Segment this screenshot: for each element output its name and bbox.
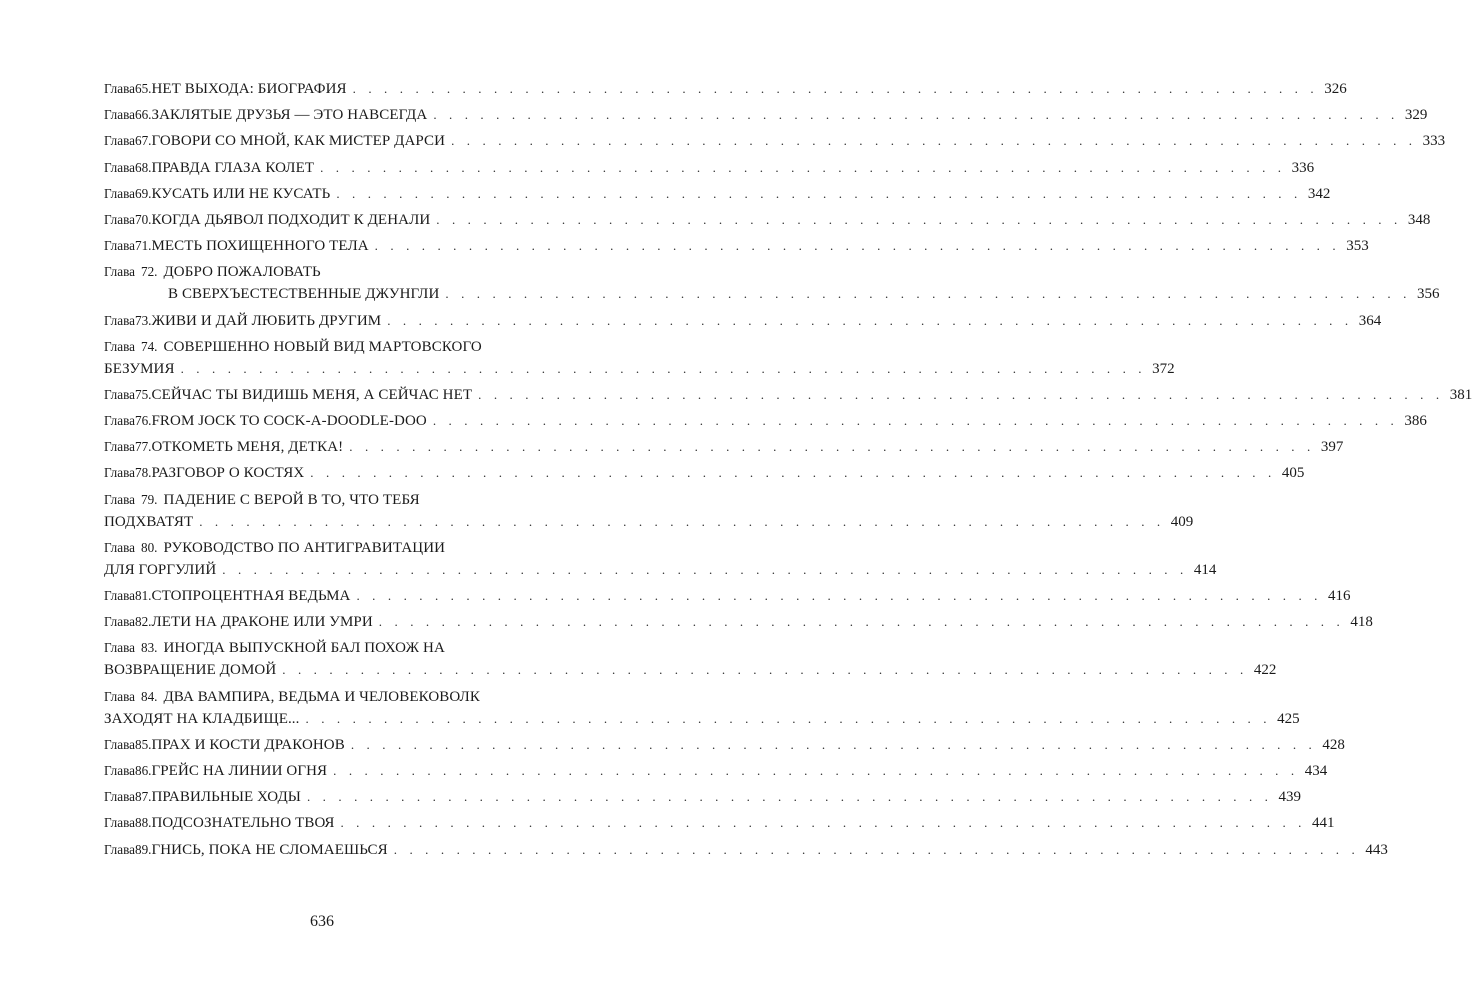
toc-entry-line [104, 611, 1373, 633]
chapter-number: 65. [134, 81, 152, 96]
chapter-number: 71. [134, 238, 152, 254]
chapter-label: Глава [104, 439, 135, 455]
dot-leader: . . . . . . . . . . . . . . . . . . . . . . . . . . . . . . . . . . . . . . . . . . . . . . . . . . . . . . . . . . . . . . [387, 312, 1353, 328]
toc-entry [104, 261, 1440, 305]
chapter-title: ДВА ВАМПИРА, ВЕДЬМА И ЧЕЛОВЕКОВОЛК [163, 688, 480, 705]
toc-entry [104, 462, 1305, 484]
chapter-title: СЕЙЧАС ТЫ ВИДИШЬ МЕНЯ, А СЕЙЧАС НЕТ [151, 386, 473, 403]
toc-entry [104, 760, 1328, 782]
dot-leader: . . . . . . . . . . . . . . . . . . . . . . . . . . . . . . . . . . . . . . . . . . . . . . . . . . . . . . . . . . . . . . [356, 588, 1323, 603]
toc-entry-line [104, 489, 576, 511]
chapter-label: Глава [104, 688, 135, 704]
chapter-label: Глава [104, 614, 135, 630]
chapter-label: Глава [104, 338, 135, 354]
toc-entry [104, 104, 1428, 126]
toc-entry-line [104, 235, 1369, 257]
dot-leader: . . . . . . . . . . . . . . . . . . . . . . . . . . . . . . . . . . . . . . . . . . . . . . . . . . . . . . . . . . . . . . [320, 159, 1286, 175]
toc-entry-continuation [104, 708, 1300, 730]
chapter-label: Глава [104, 133, 135, 149]
toc-entry-line [104, 537, 576, 559]
chapter-title: СТОПРОЦЕНТНАЯ ВЕДЬМА [151, 588, 351, 604]
chapter-label: Глава [104, 211, 135, 227]
toc-entry-continuation [104, 559, 1217, 581]
toc-entry [104, 209, 1431, 231]
chapter-label: Глава [104, 789, 135, 805]
chapter-title: КОГДА ДЬЯВОЛ ПОДХОДИТ К ДЕНАЛИ [151, 211, 431, 228]
toc-entry-line [104, 261, 576, 283]
chapter-number: 80. [140, 539, 158, 555]
chapter-title: ЗАХОДЯТ НА КЛАДБИЩЕ... [104, 710, 300, 727]
chapter-page-number: 416 [1328, 588, 1351, 604]
chapter-number: 79. [140, 491, 158, 507]
chapter-title: ПАДЕНИЕ С ВЕРОЙ В ТО, ЧТО ТЕБЯ [163, 491, 420, 508]
chapter-page-number: 405 [1281, 465, 1305, 482]
chapter-number: 67. [134, 133, 152, 149]
chapter-page-number: 348 [1407, 211, 1431, 228]
toc-entry-line [104, 104, 1428, 126]
chapter-page-number: 425 [1277, 710, 1300, 727]
chapter-label: Глава [104, 815, 135, 831]
chapter-title: ГОВОРИ СО МНОЙ, КАК МИСТЕР ДАРСИ [151, 133, 446, 150]
toc-entry-line [104, 436, 1344, 458]
chapter-title: ПРАХ И КОСТИ ДРАКОНОВ [151, 736, 345, 753]
toc-entry-line [104, 130, 1446, 152]
chapter-title: В СВЕРХЪЕСТЕСТВЕННЫЕ ДЖУНГЛИ [168, 286, 440, 303]
dot-leader: . . . . . . . . . . . . . . . . . . . . . . . . . . . . . . . . . . . . . . . . . . . . . . . . . . . . . . . . . . . . . . [282, 662, 1248, 678]
chapter-number: 87. [134, 789, 152, 805]
chapter-page-number: 439 [1278, 789, 1302, 806]
chapter-title: ПОДСОЗНАТЕЛЬНО ТВОЯ [151, 815, 335, 832]
chapter-title: ЖИВИ И ДАЙ ЛЮБИТЬ ДРУГИМ [151, 312, 382, 329]
toc-entry-continuation [104, 659, 1277, 681]
chapter-page-number: 326 [1324, 81, 1347, 97]
chapter-number: 76. [134, 413, 152, 429]
chapter-number: 75. [134, 386, 152, 402]
chapter-title: ОТКОМЕТЬ МЕНЯ, ДЕТКА! [151, 439, 344, 456]
toc-entry-line [104, 157, 1315, 179]
chapter-page-number: 372 [1152, 360, 1175, 377]
chapter-title: РУКОВОДСТВО ПО АНТИГРАВИТАЦИИ [163, 539, 446, 556]
toc-entry-continuation [104, 283, 1440, 305]
toc-entry [104, 637, 1277, 681]
chapter-page-number: 333 [1422, 133, 1446, 150]
dot-leader: . . . . . . . . . . . . . . . . . . . . . . . . . . . . . . . . . . . . . . . . . . . . . . . . . . . . . . . . . . . . . . [350, 736, 1317, 752]
chapter-page-number: 329 [1404, 107, 1428, 124]
chapter-title: FROM JOCK TO COCK-A-DOODLE-DOO [151, 413, 427, 430]
chapter-number: 69. [134, 185, 152, 201]
chapter-label: Глава [104, 762, 135, 778]
chapter-page-number: 397 [1320, 439, 1344, 456]
toc-entry-line [104, 839, 1388, 861]
chapter-number: 83. [140, 640, 158, 656]
toc-entry [104, 130, 1446, 152]
dot-leader: . . . . . . . . . . . . . . . . . . . . . . . . . . . . . . . . . . . . . . . . . . . . . . . . . . . . . . . . . . . . . . [374, 238, 1341, 254]
chapter-label: Глава [104, 238, 135, 254]
dot-leader: . . . . . . . . . . . . . . . . . . . . . . . . . . . . . . . . . . . . . . . . . . . . . . . . . . . . . . . . . . . . . . [378, 614, 1345, 630]
toc-entry [104, 384, 1472, 406]
toc-entry [104, 436, 1344, 458]
dot-leader: . . . . . . . . . . . . . . . . . . . . . . . . . . . . . . . . . . . . . . . . . . . . . . . . . . . . . . . . . . . . . . [310, 465, 1276, 481]
chapter-label: Глава [104, 841, 135, 857]
chapter-title: ПРАВИЛЬНЫЕ ХОДЫ [151, 789, 301, 806]
chapter-label: Глава [104, 640, 135, 656]
chapter-number: 74. [140, 338, 158, 354]
toc-entry-line [104, 637, 576, 659]
toc-entry-line [104, 336, 576, 358]
dot-leader: . . . . . . . . . . . . . . . . . . . . . . . . . . . . . . . . . . . . . . . . . . . . . . . . . . . . . . . . . . . . . . [180, 360, 1147, 376]
chapter-number: 81. [134, 588, 152, 603]
toc-entry-line [104, 410, 1427, 432]
dot-leader: . . . . . . . . . . . . . . . . . . . . . . . . . . . . . . . . . . . . . . . . . . . . . . . . . . . . . . . . . . . . . . [340, 815, 1307, 831]
chapter-title: ЗАКЛЯТЫЕ ДРУЗЬЯ — ЭТО НАВСЕГДА [151, 107, 428, 124]
toc-entry-line [104, 734, 1345, 756]
toc-entry-continuation [104, 358, 1175, 380]
chapter-title: ДЛЯ ГОРГУЛИЙ [104, 561, 217, 578]
chapter-label: Глава [104, 465, 135, 481]
chapter-title: ВОЗВРАЩЕНИЕ ДОМОЙ [104, 662, 277, 679]
chapter-page-number: 409 [1170, 513, 1194, 530]
dot-leader: . . . . . . . . . . . . . . . . . . . . . . . . . . . . . . . . . . . . . . . . . . . . . . . . . . . . . . . . . . . . . . [393, 841, 1360, 857]
toc-entry [104, 812, 1335, 834]
chapter-number: 78. [134, 465, 152, 481]
toc-entry-line [104, 209, 1431, 231]
dot-leader: . . . . . . . . . . . . . . . . . . . . . . . . . . . . . . . . . . . . . . . . . . . . . . . . . . . . . . . . . . . . . . [352, 81, 1319, 96]
dot-leader: . . . . . . . . . . . . . . . . . . . . . . . . . . . . . . . . . . . . . . . . . . . . . . . . . . . . . . . . . . . . . . [432, 413, 1399, 429]
toc-entry-line [104, 462, 1305, 484]
toc-entry-line [104, 585, 1351, 607]
chapter-page-number: 428 [1322, 736, 1345, 753]
chapter-page-number: 441 [1312, 815, 1335, 832]
toc-entry-line [104, 183, 1331, 205]
chapter-label: Глава [104, 159, 135, 175]
toc-entry-line [104, 384, 1472, 406]
toc-entry-line [104, 310, 1382, 332]
chapter-page-number: 364 [1358, 312, 1382, 329]
dot-leader: . . . . . . . . . . . . . . . . . . . . . . . . . . . . . . . . . . . . . . . . . . . . . . . . . . . . . . . . . . . . . . [333, 762, 1299, 778]
dot-leader: . . . . . . . . . . . . . . . . . . . . . . . . . . . . . . . . . . . . . . . . . . . . . . . . . . . . . . . . . . . . . . [478, 386, 1444, 402]
toc-entry [104, 686, 1300, 730]
chapter-page-number: 356 [1416, 286, 1440, 303]
dot-leader: . . . . . . . . . . . . . . . . . . . . . . . . . . . . . . . . . . . . . . . . . . . . . . . . . . . . . . . . . . . . . . [199, 513, 1165, 529]
chapter-label: Глава [104, 588, 135, 603]
chapter-number: 84. [140, 688, 158, 704]
toc-entry-continuation [104, 511, 1194, 533]
dot-leader: . . . . . . . . . . . . . . . . . . . . . . . . . . . . . . . . . . . . . . . . . . . . . . . . . . . . . . . . . . . . . . [306, 789, 1273, 805]
chapter-label: Глава [104, 264, 135, 280]
toc-entry [104, 786, 1302, 808]
toc-entry [104, 585, 1351, 607]
chapter-number: 86. [134, 762, 152, 778]
dot-leader: . . . . . . . . . . . . . . . . . . . . . . . . . . . . . . . . . . . . . . . . . . . . . . . . . . . . . . . . . . . . . . [349, 439, 1315, 455]
chapter-title: МЕСТЬ ПОХИЩЕННОГО ТЕЛА [151, 238, 369, 255]
toc-entry [104, 410, 1427, 432]
dot-leader: . . . . . . . . . . . . . . . . . . . . . . . . . . . . . . . . . . . . . . . . . . . . . . . . . . . . . . . . . . . . . . [336, 185, 1302, 201]
chapter-label: Глава [104, 185, 135, 201]
chapter-label: Глава [104, 539, 135, 555]
chapter-number: 88. [134, 815, 152, 831]
toc-entry [104, 78, 1347, 100]
toc-entry [104, 611, 1373, 633]
table-of-contents [104, 78, 1472, 865]
dot-leader: . . . . . . . . . . . . . . . . . . . . . . . . . . . . . . . . . . . . . . . . . . . . . . . . . . . . . . . . . . . . . . [433, 107, 1399, 123]
chapter-title: ДОБРО ПОЖАЛОВАТЬ [163, 264, 321, 281]
chapter-label: Глава [104, 491, 135, 507]
chapter-page-number: 386 [1404, 413, 1427, 430]
chapter-label: Глава [104, 736, 135, 752]
chapter-number: 72. [140, 264, 158, 280]
dot-leader: . . . . . . . . . . . . . . . . . . . . . . . . . . . . . . . . . . . . . . . . . . . . . . . . . . . . . . . . . . . . . . [451, 133, 1417, 149]
toc-entry [104, 336, 1175, 380]
chapter-label: Глава [104, 386, 135, 402]
chapter-page-number: 381 [1449, 386, 1472, 403]
chapter-page-number: 353 [1346, 238, 1369, 255]
chapter-number: 73. [134, 312, 152, 328]
chapter-title: ИНОГДА ВЫПУСКНОЙ БАЛ ПОХОЖ НА [163, 640, 445, 657]
toc-entry-line [104, 760, 1328, 782]
chapter-number: 89. [134, 841, 152, 857]
chapter-number: 85. [134, 736, 152, 752]
toc-entry [104, 310, 1382, 332]
chapter-page-number: 414 [1193, 561, 1217, 578]
chapter-title: ГНИСЬ, ПОКА НЕ СЛОМАЕШЬСЯ [151, 841, 388, 858]
chapter-title: ПОДХВАТЯТ [104, 513, 194, 530]
toc-entry [104, 489, 1194, 533]
chapter-label: Глава [104, 413, 135, 429]
dot-leader: . . . . . . . . . . . . . . . . . . . . . . . . . . . . . . . . . . . . . . . . . . . . . . . . . . . . . . . . . . . . . . [436, 211, 1402, 227]
chapter-title: НЕТ ВЫХОДА: БИОГРАФИЯ [151, 81, 347, 97]
toc-entry-line [104, 78, 1347, 100]
toc-entry [104, 157, 1315, 179]
chapter-page-number: 434 [1304, 762, 1328, 779]
chapter-title: РАЗГОВОР О КОСТЯХ [151, 465, 305, 482]
chapter-label: Глава [104, 312, 135, 328]
dot-leader: . . . . . . . . . . . . . . . . . . . . . . . . . . . . . . . . . . . . . . . . . . . . . . . . . . . . . . . . . . . . . . [222, 561, 1188, 577]
chapter-number: 82. [134, 614, 152, 630]
chapter-title: ГРЕЙС НА ЛИНИИ ОГНЯ [151, 762, 328, 779]
toc-entry [104, 235, 1369, 257]
chapter-number: 66. [134, 107, 152, 123]
chapter-page-number: 443 [1365, 841, 1388, 858]
chapter-page-number: 422 [1253, 662, 1277, 679]
toc-entry [104, 183, 1331, 205]
chapter-page-number: 418 [1350, 614, 1373, 631]
toc-entry-line [104, 686, 576, 708]
page-number-footer: 636 [310, 913, 334, 930]
dot-leader: . . . . . . . . . . . . . . . . . . . . . . . . . . . . . . . . . . . . . . . . . . . . . . . . . . . . . . . . . . . . . . [445, 286, 1411, 302]
chapter-title: ЛЕТИ НА ДРАКОНЕ ИЛИ УМРИ [151, 614, 373, 631]
chapter-page-number: 342 [1307, 185, 1331, 202]
chapter-title: БЕЗУМИЯ [104, 360, 175, 377]
toc-entry [104, 537, 1217, 581]
chapter-title: ПРАВДА ГЛАЗА КОЛЕТ [151, 159, 315, 176]
chapter-title: КУСАТЬ ИЛИ НЕ КУСАТЬ [151, 185, 331, 202]
chapter-page-number: 336 [1291, 159, 1315, 176]
chapter-label: Глава [104, 107, 135, 123]
dot-leader: . . . . . . . . . . . . . . . . . . . . . . . . . . . . . . . . . . . . . . . . . . . . . . . . . . . . . . . . . . . . . . [305, 710, 1272, 726]
chapter-number: 70. [134, 211, 152, 227]
toc-entry-line [104, 786, 1302, 808]
chapter-number: 77. [134, 439, 152, 455]
toc-entry-line [104, 812, 1335, 834]
chapter-title: СОВЕРШЕННО НОВЫЙ ВИД МАРТОВСКОГО [163, 338, 482, 355]
chapter-label: Глава [104, 81, 135, 96]
chapter-number: 68. [134, 159, 152, 175]
toc-entry [104, 734, 1345, 756]
toc-entry [104, 839, 1388, 861]
